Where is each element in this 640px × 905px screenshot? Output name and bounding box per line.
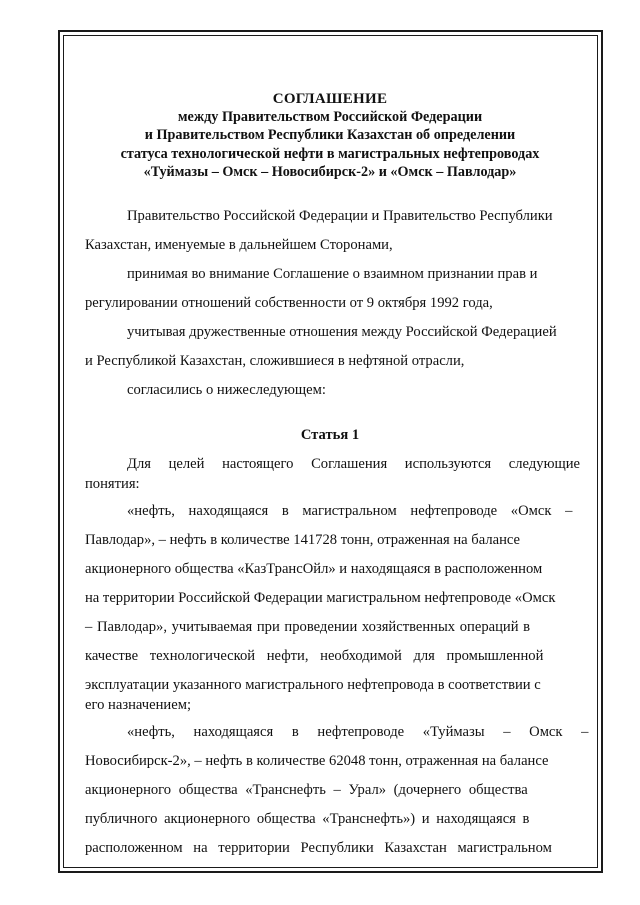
preamble-line: согласились о нижеследующем: <box>127 382 326 398</box>
title-main: СОГЛАШЕНИЕ <box>272 91 388 107</box>
definition-line: Новосибирск-2», – нефть в количестве 62048 тонн, отраженная на балансе <box>85 753 549 769</box>
article-text-line: понятия: <box>85 476 140 492</box>
definition-line: акционерного общества «КазТрансОйл» и находящаяся в расположенном <box>85 561 543 577</box>
article-text-line: Для целей настоящего Соглашения используются следующие <box>127 456 580 472</box>
definition-line: «нефть, находящаяся в нефтепроводе «Туймазы – Омск – <box>127 724 589 740</box>
definition-line: – Павлодар», учитываемая при проведении хозяйственных операций в <box>85 619 531 635</box>
preamble-line: принимая во внимание Соглашение о взаимном признании прав и <box>127 266 538 282</box>
definition-line: публичного акционерного общества «Транснефть») и находящаяся в <box>85 811 530 827</box>
document-title <box>100 90 560 181</box>
preamble-line: регулировании отношений собственности от 9 октября 1992 года, <box>85 295 493 311</box>
definition-line: эксплуатации указанного магистрального нефтепровода в соответствии с <box>85 677 541 693</box>
title-line: между Правительством Российской Федерации <box>177 109 483 126</box>
definition-line: его назначением; <box>85 697 192 713</box>
definition-line: расположенном на территории Республики Казахстан магистральном <box>85 840 552 856</box>
definition-line: качестве технологической нефти, необходимой для промышленной <box>85 648 544 664</box>
title-line: «Туймазы – Омск – Новосибирск-2» и «Омск – Павлодар» <box>143 163 517 180</box>
definition-line: Павлодар», – нефть в количестве 141728 тонн, отраженная на балансе <box>85 532 521 548</box>
definition-line: акционерного общества «Транснефть – Урал» (дочернего общества <box>85 782 528 798</box>
preamble-line: учитывая дружественные отношения между Российской Федерацией <box>127 324 557 340</box>
article-heading: Статья 1 <box>300 427 360 443</box>
preamble-line: и Республикой Казахстан, сложившиеся в нефтяной отрасли, <box>85 353 465 369</box>
definition-line: на территории Российской Федерации магистральном нефтепроводе «Омск <box>85 590 556 606</box>
title-line: и Правительством Республики Казахстан об определении <box>144 127 516 144</box>
title-line: статуса технологической нефти в магистральных нефтепроводах <box>120 145 540 162</box>
definition-line: «нефть, находящаяся в магистральном нефтепроводе «Омск – <box>127 503 573 519</box>
preamble-line: Правительство Российской Федерации и Правительство Республики <box>127 208 553 224</box>
preamble-line: Казахстан, именуемые в дальнейшем Сторонами, <box>85 237 393 253</box>
